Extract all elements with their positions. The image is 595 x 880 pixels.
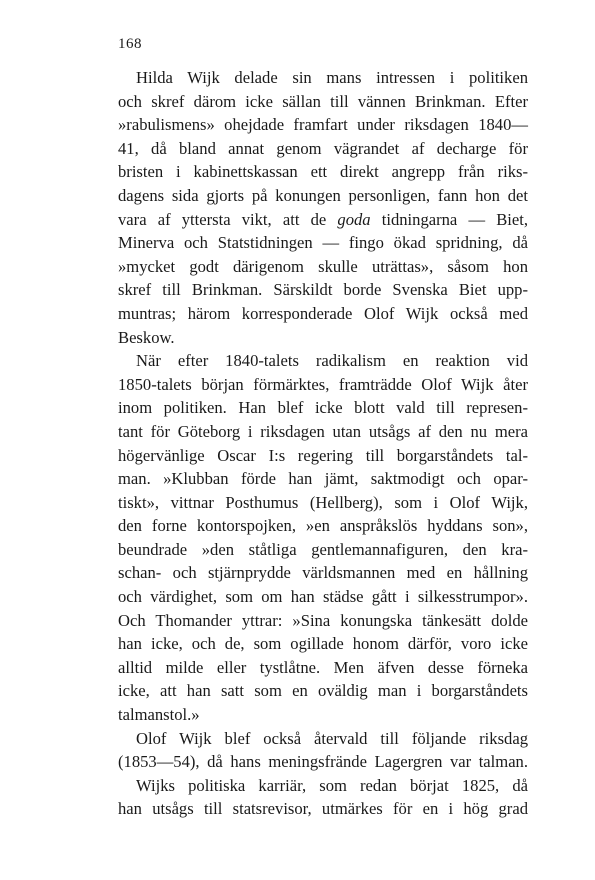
text-line: 41, då bland annat genom vägrandet af decharge för	[118, 138, 528, 158]
text-line: han utsågs till statsrevisor, utmärkes för en i hög grad	[118, 799, 528, 819]
text-line: dagens sida gjorts på konungen personligen, fann hon det	[118, 185, 528, 205]
text-line: När efter 1840-talets radikalism en reaktion vid	[136, 351, 528, 371]
text-line: »rabulismens» ohejdade framfart under riksdagen 1840—	[118, 115, 528, 135]
text-line: vara af yttersta vikt, att de goda tidningarna — Biet,	[118, 209, 528, 229]
emphasized-word: goda	[337, 209, 371, 229]
text-line: (1853—54), då hans meningsfrände Lagergren var talman.	[118, 752, 528, 772]
text-line: högervänlige Oscar I:s regering till borgarståndets tal-	[118, 445, 528, 465]
text-line: talmanstol.»	[118, 705, 200, 725]
text-line: »mycket godt därigenom skulle uträttas», såsom hon	[118, 256, 528, 276]
text-line: och värdighet, som om han städse gått i silkesstrumpor».	[118, 587, 528, 607]
text-line: Hilda Wijk delade sin mans intressen i politiken	[136, 68, 528, 87]
text-line: man. »Klubban förde han jämt, saktmodigt och opar-	[118, 469, 528, 489]
text-line: icke, att han satt som en oväldig man i borgarståndets	[118, 681, 528, 701]
text-line: beundrade »den ståtliga gentlemannafiguren, den kra-	[118, 539, 528, 559]
text-line: den forne kontorspojken, »en anspråkslös hyddans son»,	[118, 516, 528, 536]
text-line: skref till Brinkman. Särskildt borde Svenska Biet upp-	[118, 280, 528, 300]
body-text	[118, 66, 528, 821]
text-line: Minerva och Statstidningen — fingo ökad spridning, då	[118, 233, 528, 253]
text-line: 1850-talets början förmärktes, framträdde Olof Wijk åter	[118, 374, 528, 394]
text-line: och skref därom icke sällan till vännen Brinkman. Efter	[118, 91, 528, 111]
text-line: inom politiken. Han blef icke blott vald till represen-	[118, 398, 528, 418]
text-line: alltid milde eller tystlåtne. Men äfven desse förneka	[118, 657, 528, 677]
text-line: Och Thomander yttrar: »Sina konungska tänkesätt dolde	[118, 610, 528, 630]
text-line: bristen i kabinettskassan ett direkt angrepp från riks-	[118, 162, 528, 182]
text-line: muntras; härom korresponderade Olof Wijk också med	[118, 303, 528, 323]
text-line: Beskow.	[118, 327, 175, 347]
text-line: Wijks politiska karriär, som redan börjat 1825, då	[136, 775, 528, 795]
text-line: tant för Göteborg i riksdagen utan utsågs af den nu mera	[118, 421, 528, 441]
text-line: Olof Wijk blef också återvald till följande riksdag	[136, 728, 528, 748]
text-line: schan- och stjärnprydde världsmannen med en hållning	[118, 563, 528, 583]
text-line: han icke, och de, som ogillade honom därför, voro icke	[118, 634, 528, 654]
page-number: 168	[118, 36, 142, 52]
text-line: tiskt», vittnar Posthumus (Hellberg), som i Olof Wijk,	[118, 492, 528, 512]
